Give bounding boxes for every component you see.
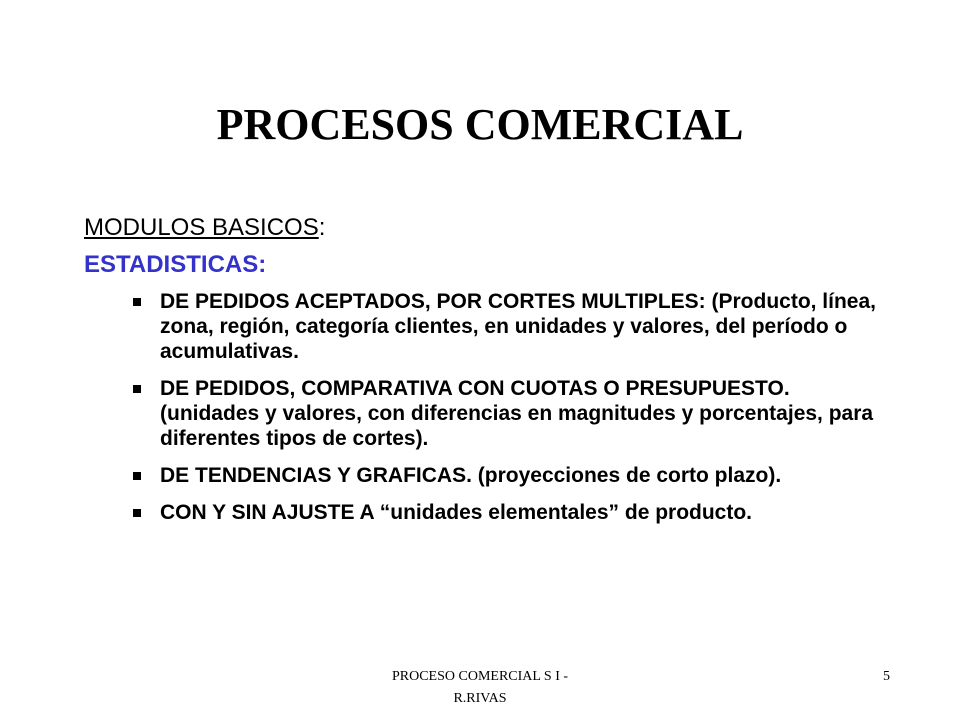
list-item [84,463,884,488]
bullet-text: DE TENDENCIAS Y GRAFICAS. (proyecciones de corto plazo). [160,464,782,487]
square-bullet-icon [133,472,141,480]
bullet-list [84,289,884,525]
slide-title: PROCESOS COMERCIAL [216,100,744,149]
footer-line-2: R.RIVAS [453,691,507,706]
square-bullet-icon [133,385,141,393]
footer-author [345,666,615,710]
bullet-text: DE PEDIDOS, COMPARATIVA CON CUOTAS O PRESUPUESTO. (unidades y valores, con diferencias en magnitudes y porcentajes, para diferentes tipos de cortes). [160,377,874,450]
list-item [84,376,884,451]
bullet-text: DE PEDIDOS ACEPTADOS, POR CORTES MULTIPLES: (Producto, línea, zona, región, categoría clientes, en unidades y valores, del período o acumulativas. [160,290,876,363]
page-number: 5 [883,669,890,684]
list-item [84,289,884,364]
modulos-label: MODULOS BASICOS [84,214,319,241]
footer-line-1: PROCESO COMERCIAL S I - [391,669,569,684]
modulos-heading [84,210,884,246]
bullet-text: CON Y SIN AJUSTE A “unidades elementales” de producto. [160,501,753,524]
list-item [84,500,884,525]
modulos-colon: : [318,214,326,241]
square-bullet-icon [133,509,141,517]
section-heading: ESTADISTICAS: [84,251,267,278]
slide-content [84,210,884,537]
square-bullet-icon [133,298,141,306]
